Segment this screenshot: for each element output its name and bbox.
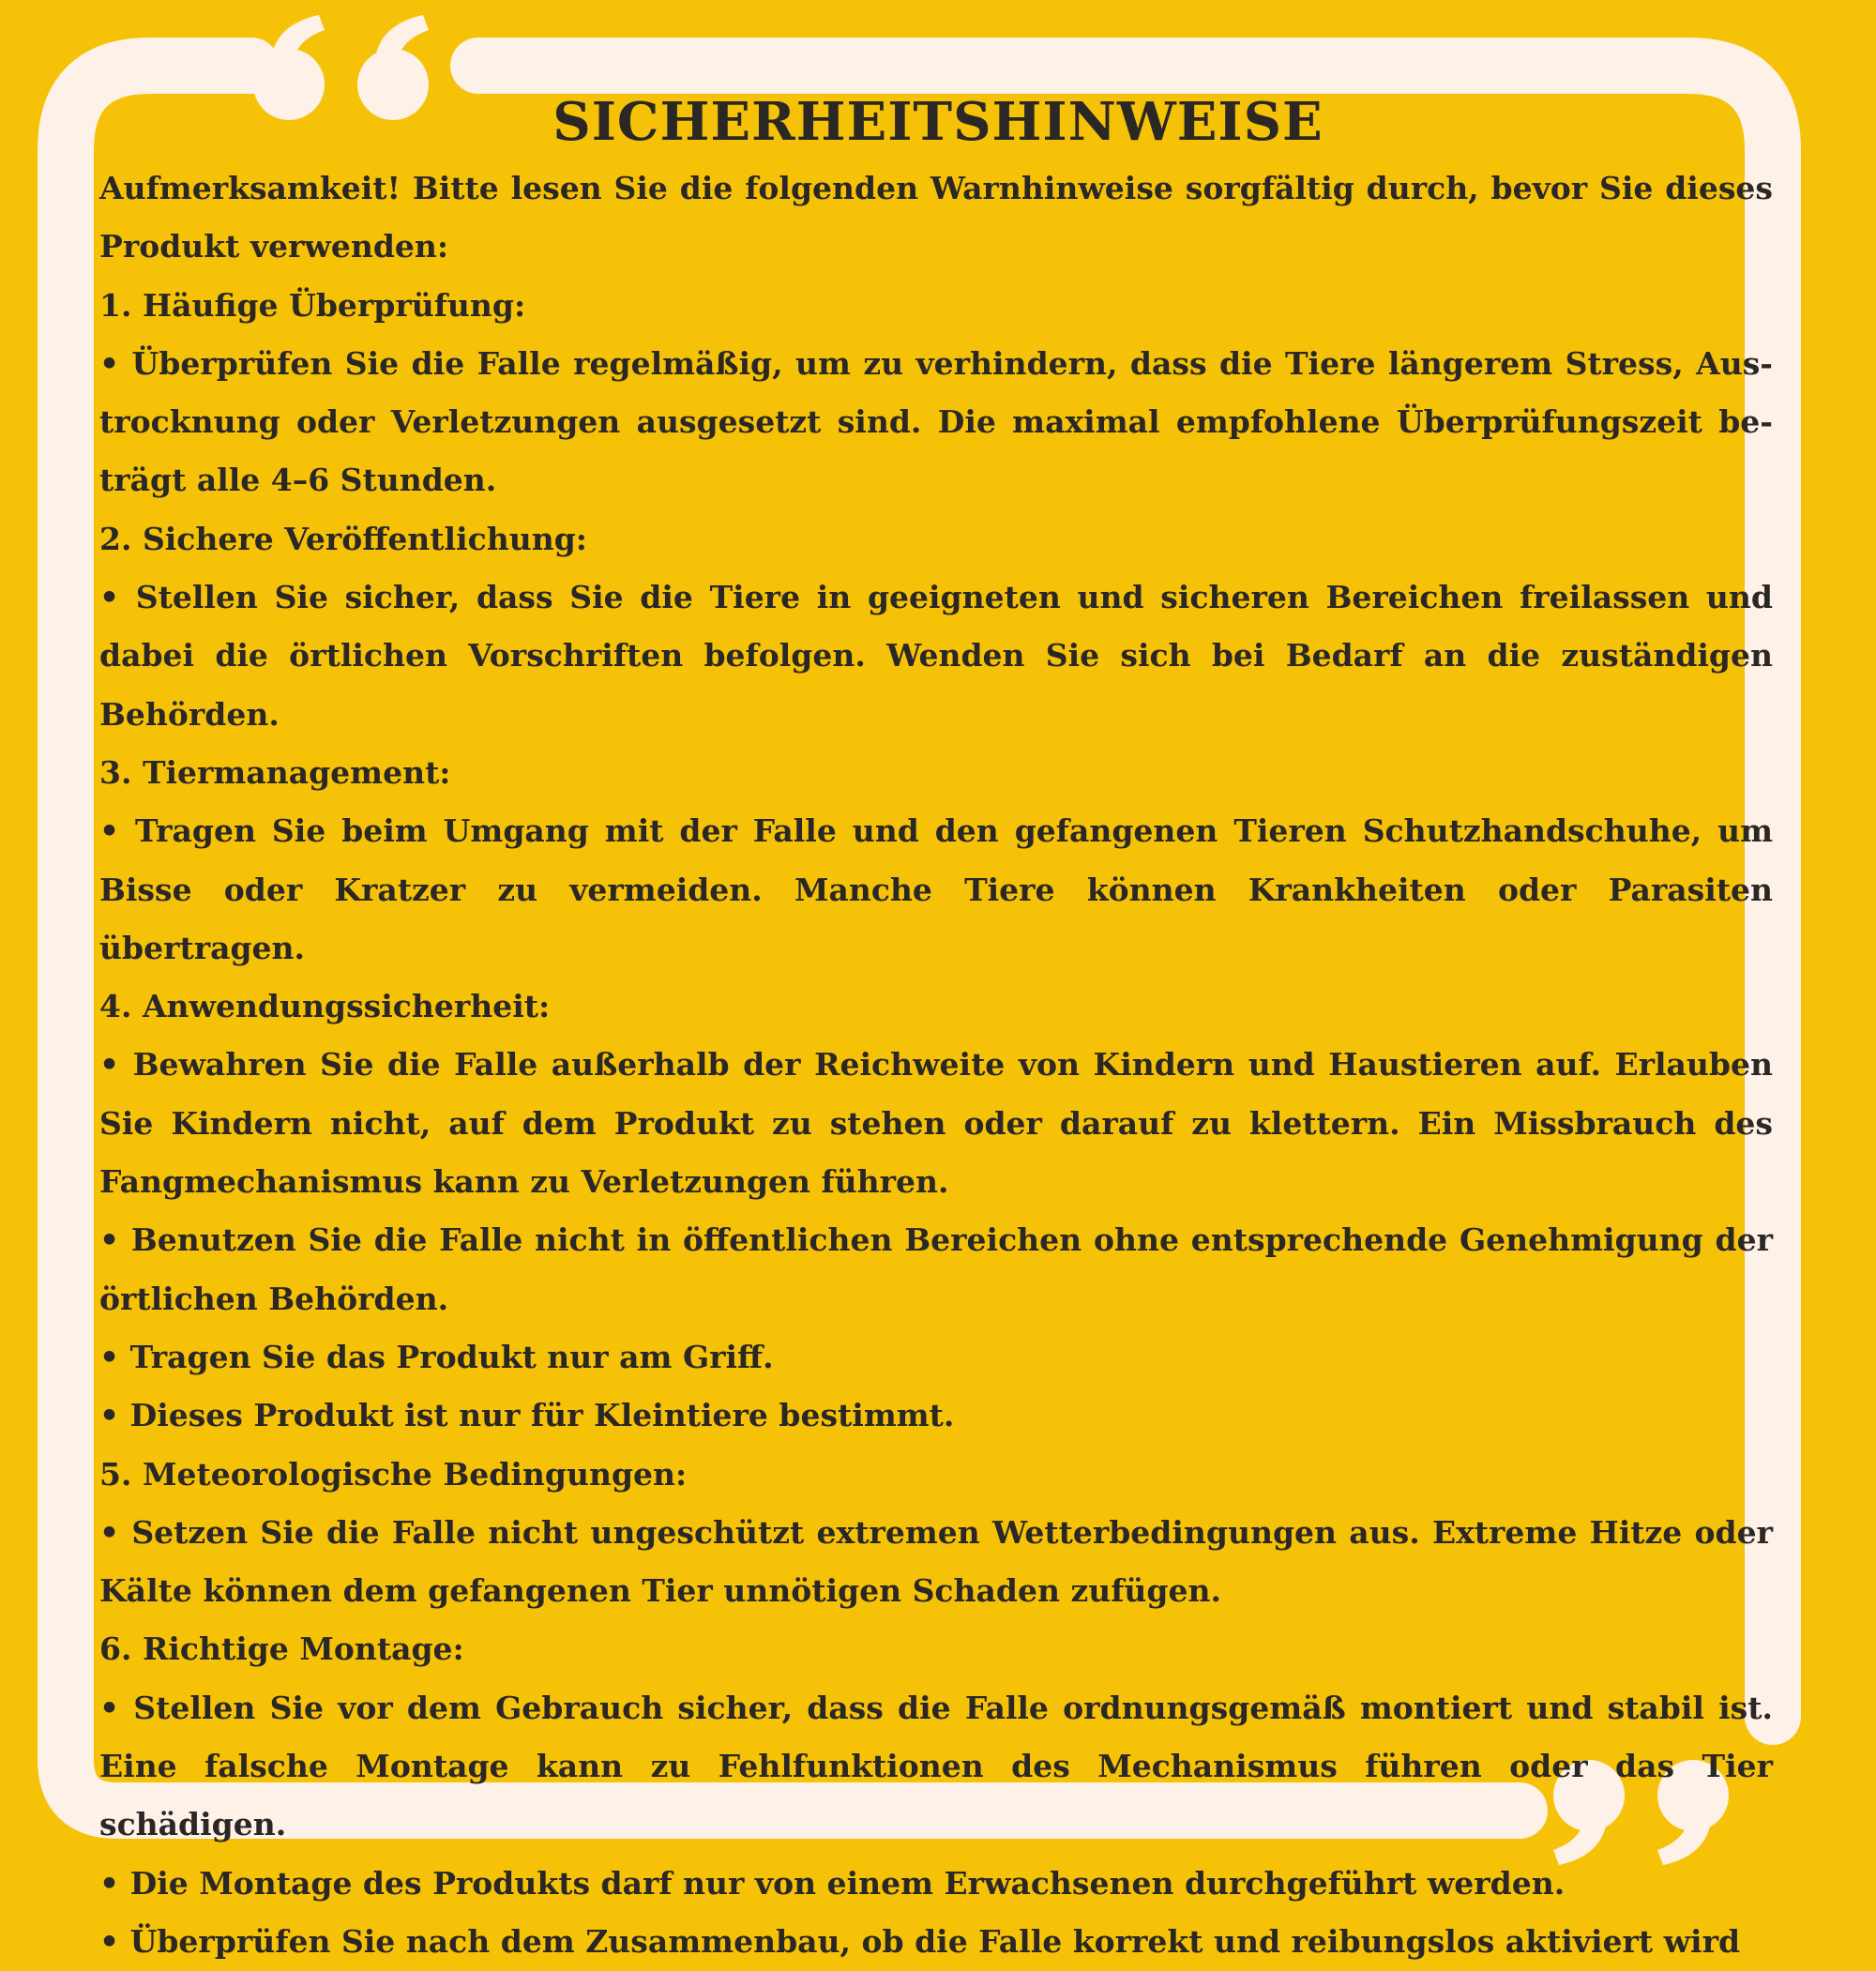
bullet-item: • Überprüfen Sie nach dem Zusammenbau, ob die Falle korrekt und reibungslos aktiviert wird [99, 1922, 1741, 1960]
warnings-body [99, 159, 1773, 1971]
bullet-item: • Setzen Sie die Falle nicht ungeschützt extremen Wetterbedingungen aus. Extreme Hitze oder Kälte können dem gefangenen Tier unnötigen Schaden zufügen. [99, 1513, 1773, 1610]
section-heading: 2. Sichere Veröffentlichung: [99, 520, 587, 557]
intro-text: Aufmerksamkeit! Bitte lesen Sie die folgenden Warnhinweise sorgfältig durch, bevor Sie dieses Produkt verwenden: [99, 170, 1773, 265]
bullet-item: • Benutzen Sie die Falle nicht in öffentlichen Bereichen ohne entsprechende Genehmigung der örtlichen Behörden. [99, 1221, 1773, 1317]
section-heading: 4. Anwendungssicherheit: [99, 988, 551, 1025]
section-heading: 1. Häufige Überprüfung: [99, 286, 526, 324]
bullet-item: • Tragen Sie beim Umgang mit der Falle und den gefangenen Tieren Schutzhandschuhe, um Bisse oder Kratzer zu vermeiden. Manche Tiere können Krankheiten oder Parasiten übertragen. [99, 812, 1773, 966]
section-heading: 5. Meteorologische Bedingungen: [99, 1455, 688, 1493]
bullet-item: • Überprüfen Sie die Falle regelmäßig, um zu verhindern, dass die Tiere längerem Stress, Austrocknung oder Verletzungen ausgesetzt sind. Die maximal empfohlene Überprüfungszeit beträgt alle 4–6 Stunden. [99, 344, 1773, 499]
bullet-item: • Stellen Sie vor dem Gebrauch sicher, dass die Falle ordnungsgemäß montiert und stabil ist. Eine falsche Montage kann zu Fehlfunktionen des Mechanismus führen oder das Tier schädigen. [99, 1689, 1773, 1843]
bullet-item: • Stellen Sie sicher, dass Sie die Tiere in geeigneten und sicheren Bereichen freilassen und dabei die örtlichen Vorschriften befolgen. Wenden Sie sich bei Bedarf an die zuständigen Behörden. [99, 579, 1773, 733]
section-heading: 3. Tiermanagement: [99, 753, 451, 791]
section-heading: 6. Richtige Montage: [99, 1630, 464, 1668]
bullet-item: • Dieses Produkt ist nur für Kleintiere bestimmt. [99, 1397, 955, 1434]
bullet-item: • Die Montage des Produkts darf nur von einem Erwachsenen durchgeführt werden. [99, 1864, 1566, 1902]
bullet-item: • Tragen Sie das Produkt nur am Griff. [99, 1338, 774, 1375]
bullet-item: • Bewahren Sie die Falle außerhalb der Reichweite von Kindern und Haustieren auf. Erlauben Sie Kindern nicht, auf dem Produkt zu stehen oder darauf zu klettern. Ein Missbrauch des Fangmechanismus kann zu Verletzungen führen. [99, 1046, 1773, 1201]
page-title: SICHERHEITSHINWEISE [552, 91, 1324, 153]
